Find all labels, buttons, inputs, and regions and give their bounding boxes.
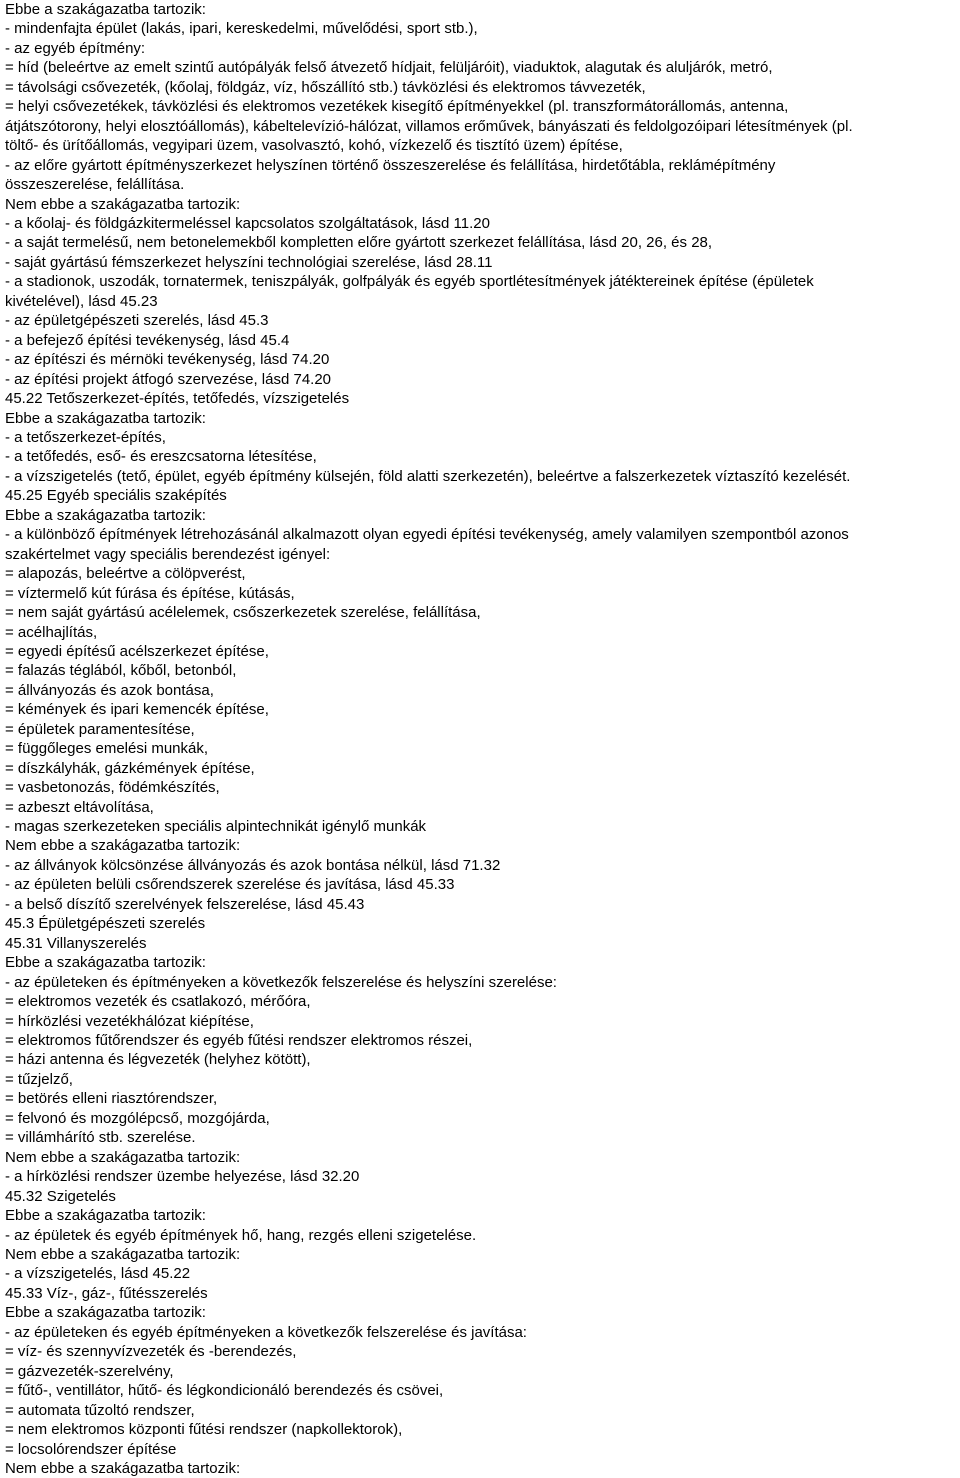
text-line: = locsolórendszer építése (5, 1440, 177, 1458)
text-line: - az egyéb építmény: (5, 39, 146, 57)
text-line: - az előre gyártott építményszerkezet helyszínen történő összeszerelése és felállítása, hirdetőtábla, reklámépítmény (5, 156, 776, 174)
text-line: Ebbe a szakágazatba tartozik: (5, 1207, 206, 1225)
text-line: - a befejező építési tevékenység, lásd 45.4 (5, 331, 290, 349)
text-line: = házi antenna és légvezeték (helyhez kötött), (5, 1051, 311, 1069)
text-line: 45.22 Tetőszerkezet-építés, tetőfedés, vízszigetelés (5, 390, 350, 408)
text-line: Nem ebbe a szakágazatba tartozik: (5, 1459, 241, 1477)
text-line: - a belső díszítő szerelvények felszerelése, lásd 45.43 (5, 895, 365, 913)
text-line: = függőleges emelési munkák, (5, 740, 209, 758)
text-line: Ebbe a szakágazatba tartozik: (5, 506, 206, 524)
text-line: Nem ebbe a szakágazatba tartozik: (5, 195, 241, 213)
text-line: = épületek paramentesítése, (5, 720, 195, 738)
text-line: = víz- és szennyvízvezeték és -berendezés, (5, 1343, 297, 1361)
text-line: = egyedi építésű acélszerkezet építése, (5, 642, 269, 660)
text-line: - az építési projekt átfogó szervezése, lásd 74.20 (5, 370, 332, 388)
text-line: = gázvezeték-szerelvény, (5, 1362, 174, 1380)
text-line: = tűzjelző, (5, 1070, 73, 1088)
text-line: = távolsági csővezeték, (kőolaj, földgáz, víz, hőszállító stb.) távközlési és elektromos távvezeték, (5, 78, 646, 96)
text-line: = elektromos vezeték és csatlakozó, mérőóra, (5, 993, 311, 1011)
text-line: - a különböző építmények létrehozásánál alkalmazott olyan egyedi építési tevékenység, amely valamilyen szempontból azonos (5, 526, 849, 544)
text-line: = elektromos fűtőrendszer és egyéb fűtési rendszer elektromos részei, (5, 1032, 473, 1050)
text-line: Ebbe a szakágazatba tartozik: (5, 954, 206, 972)
text-line: = helyi csővezetékek, távközlési és elektromos vezetékek kisegítő építményekkel (pl. transzformátorállomás, antenna, (5, 98, 789, 116)
text-line: szakértelmet vagy speciális berendezést igényel: (5, 545, 331, 563)
text-line: Ebbe a szakágazatba tartozik: (5, 1304, 206, 1322)
text-line: - mindenfajta épület (lakás, ipari, kereskedelmi, művelődési, sport stb.), (5, 20, 478, 38)
text-line: = híd (beleértve az emelt szintű autópályák felső átvezető hídjait, felüljáróit), viaduktok, alagutak és aluljárók, metró, (5, 59, 773, 77)
text-line: = fűtő-, ventillátor, hűtő- és légkondicionáló berendezés és csövei, (5, 1382, 444, 1400)
text-line: 45.25 Egyéb speciális szaképítés (5, 487, 227, 505)
text-line: - a saját termelésű, nem betonelemekből kompletten előre gyártott szerkezet felállítása, lásd 20, 26, és 28, (5, 234, 713, 252)
text-line: - a vízszigetelés (tető, épület, egyéb építmény külsején, föld alatti szerkezetén), beleértve a falszerkezetek víztaszító kezelését. (5, 467, 851, 485)
text-line: = vasbetonozás, födémkészítés, (5, 779, 220, 797)
text-line: töltő- és ürítőállomás, vegyipari üzem, vasolvasztó, kohó, vízkezelő és tisztító üzem) építése, (5, 137, 623, 155)
text-line: - az építészi és mérnöki tevékenység, lásd 74.20 (5, 351, 330, 369)
text-line: = kémények és ipari kemencék építése, (5, 701, 269, 719)
text-line: = hírközlési vezetékhálózat kiépítése, (5, 1012, 254, 1030)
text-line: - a stadionok, uszodák, tornatermek, teniszpályák, golfpályák és egyéb sportlétesítmények játéktereinek építése (épületek (5, 273, 814, 291)
text-line: 45.33 Víz-, gáz-, fűtésszerelés (5, 1284, 208, 1302)
text-line: - a hírközlési rendszer üzembe helyezése, lásd 32.20 (5, 1168, 360, 1186)
text-line: - a tetőszerkezet-építés, (5, 428, 166, 446)
text-line: - az épületeken és építményeken a következők felszerelése és helyszíni szerelése: (5, 973, 557, 991)
text-line: = nem saját gyártású acélelemek, csőszerkezetek szerelése, felállítása, (5, 604, 481, 622)
text-line: összeszerelése, felállítása. (5, 176, 185, 194)
text-line: = falazás téglából, kőből, betonból, (5, 662, 237, 680)
text-line: Nem ebbe a szakágazatba tartozik: (5, 1148, 241, 1166)
text-line: - saját gyártású fémszerkezet helyszíni technológiai szerelése, lásd 28.11 (5, 253, 493, 271)
text-line: Nem ebbe a szakágazatba tartozik: (5, 837, 241, 855)
text-line: Ebbe a szakágazatba tartozik: (5, 409, 206, 427)
text-line: átjátszótorony, helyi elosztóállomás), kábeltelevízió-hálózat, villamos erőművek, bányászati és feldolgozóipari létesítmények (pl. (5, 117, 853, 135)
text-line: 45.31 Villanyszerelés (5, 934, 147, 952)
text-line: - az épületeken és egyéb építményeken a következők felszerelése és javítása: (5, 1323, 527, 1341)
text-line: = felvonó és mozgólépcső, mozgójárda, (5, 1109, 270, 1127)
text-line: = alapozás, beleértve a cölöpverést, (5, 565, 246, 583)
text-line: - az állványok kölcsönzése állványozás és azok bontása nélkül, lásd 71.32 (5, 856, 501, 874)
text-line: 45.3 Épületgépészeti szerelés (5, 915, 206, 933)
text-line: = azbeszt eltávolítása, (5, 798, 154, 816)
text-line: - magas szerkezeteken speciális alpintechnikát igénylő munkák (5, 818, 427, 836)
text-line: Nem ebbe a szakágazatba tartozik: (5, 1246, 241, 1263)
text-line: = díszkályhák, gázkémények építése, (5, 759, 255, 777)
text-line: = villámhárító stb. szerelése. (5, 1129, 196, 1147)
text-line: = állványozás és azok bontása, (5, 681, 214, 699)
text-line: - az épületen belüli csőrendszerek szerelése és javítása, lásd 45.33 (5, 876, 455, 894)
text-line: = acélhajlítás, (5, 623, 98, 641)
text-line: = betörés elleni riasztórendszer, (5, 1090, 218, 1108)
text-line: - az épületgépészeti szerelés, lásd 45.3 (5, 312, 269, 330)
text-line: - a tetőfedés, eső- és ereszcsatorna létesítése, (5, 448, 317, 466)
text-line: = automata tűzoltó rendszer, (5, 1401, 195, 1419)
text-line: - a vízszigetelés, lásd 45.22 (5, 1265, 191, 1283)
text-line: kivételével), lásd 45.23 (5, 292, 158, 310)
text-line: = nem elektromos központi fűtési rendszer (napkollektorok), (5, 1421, 403, 1439)
text-line: Ebbe a szakágazatba tartozik: (5, 1, 206, 18)
text-line: = víztermelő kút fúrása és építése, kútásás, (5, 584, 295, 602)
text-line: - az épületek és egyéb építmények hő, hang, rezgés elleni szigetelése. (5, 1226, 477, 1244)
text-line: 45.32 Szigetelés (5, 1187, 116, 1205)
text-line: - a kőolaj- és földgázkitermeléssel kapcsolatos szolgáltatások, lásd 11.20 (5, 214, 490, 232)
